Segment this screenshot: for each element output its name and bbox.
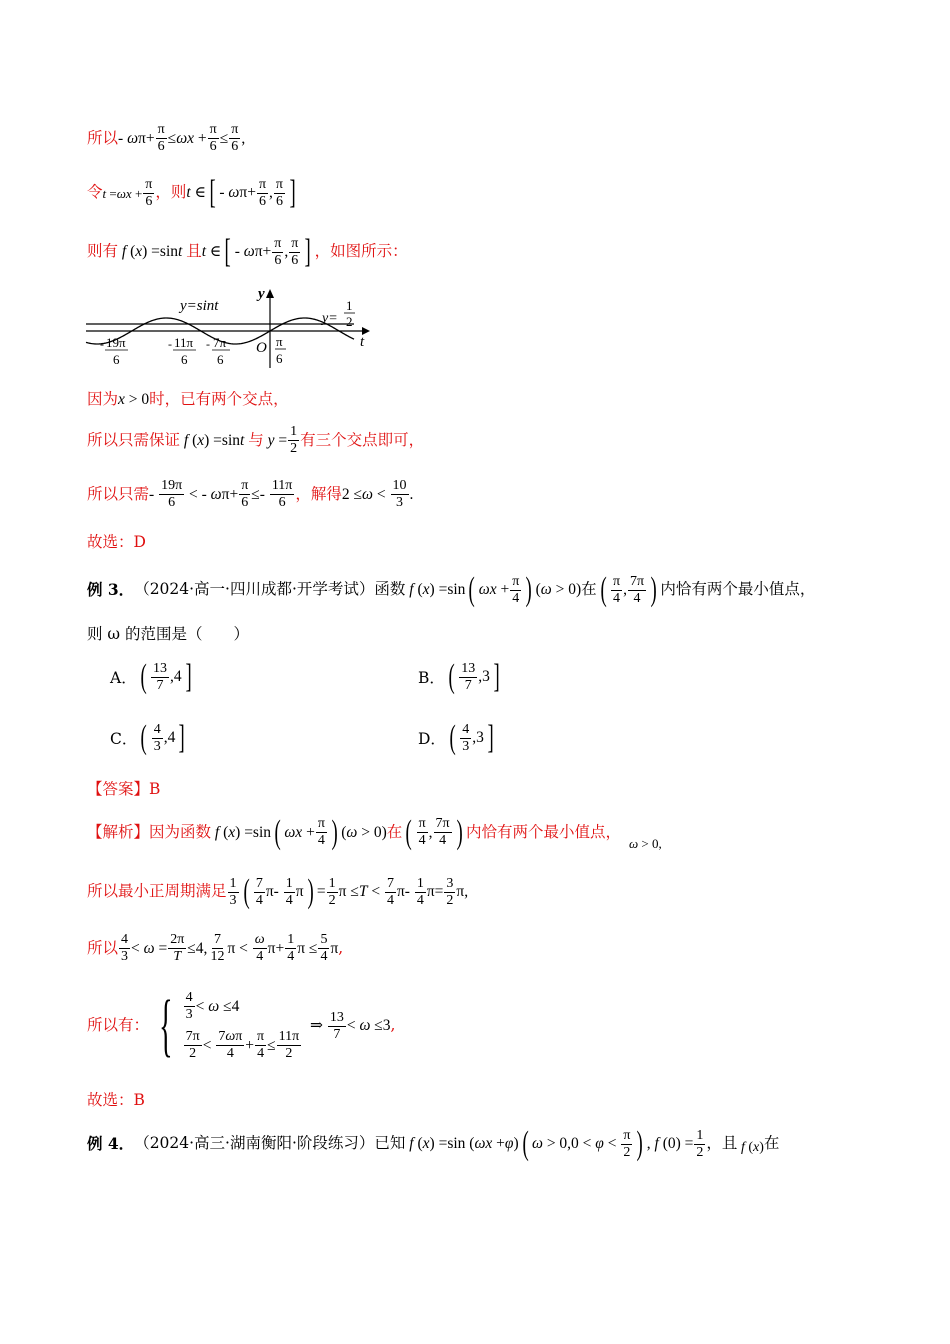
line1-prefix: 所以 [87,128,119,147]
answer-tag: 【答案】 [87,780,150,798]
option-c-right: ,4 [163,729,176,746]
option-b-close: ] [493,658,500,695]
omega-line: 所以 $\frac{4}{3}$ < ω = $\frac{2\pi}{T}$ ≤4, $\frac{7}{12}$ π < $\frac{\omega}{4}$ π+ $\frac{1}{4}$ π ≤ $\frac{5}{4}$ π , [87,932,344,964]
line3-suffix: ，如图所示： [314,242,408,261]
system-prefix: 所以有： [87,1016,150,1035]
tick-7pi-sign: - [206,337,210,351]
analysis-tag: 【解析】 [87,822,150,841]
ex3-suffix: 内恰有两个最小值点， [660,580,816,599]
option-a-label: A． [110,669,137,687]
tick-7pi-den: 6 [217,352,224,367]
hline-den: 2 [346,314,353,329]
line5-mid1: 与 [248,430,264,449]
option-a-num: 13 [153,660,168,676]
system-line: 所以有： { $\frac{4}{3}$ < ω ≤4 $\frac{7\pi}{2}$ < $\frac{7\omega\pi}{4}$ + $\frac{\pi}{4}$ ≤ $\frac{11\pi}{2}$ ⇒ $\frac{13}{7}$ < ω ≤3 , [87,987,396,1064]
option-d-den: 3 [462,738,470,754]
option-d-label: D． [418,730,446,748]
line2-mid: ，则 [155,183,187,202]
derivation-line-4 [87,392,289,408]
option-b-den: 7 [464,677,472,693]
f-sin-t: f ( x ) =sin t [183,431,245,449]
option-b-label: B． [418,669,445,687]
y-half: y = $\frac{1}{2}$ [267,424,298,456]
option-c-value: ( $\frac{4}{3}$ ,4 ] [140,719,186,756]
ex3-function: f ( x ) =sin ( ωx + $\frac{\pi}{4}$ ) ( ω > 0) [409,571,582,608]
analysis-text2: 在 [386,822,403,841]
option-d-num: 4 [462,721,470,737]
t-definition: t = ωx + $\frac{\pi}{6}$ [102,176,153,209]
tick-pi6-den: 6 [276,351,283,366]
t-interval-2: t ∈ [ - ω π+ $\frac{\pi}{6}$ , $\frac{\pi}{6}$ ] [201,233,312,270]
tick-19pi-num: 19π [106,335,126,350]
ex4-mid: ，且 [706,1134,738,1153]
ex4-fx: f ( x ) [740,1140,764,1155]
example-4-question [87,1127,779,1161]
option-a-right: ,4 [170,668,182,685]
option-d-right: ,3 [472,729,484,746]
tick-19pi-den: 6 [113,352,120,367]
t-interval: t ∈ [ - ω π+ $\frac{\pi}{6}$ , $\frac{\pi}{6}$ ] [186,174,296,211]
period-inequality: $\frac{1}{3}$ ( $\frac{7}{4}$ π- $\frac{1}{4}$ π ) = $\frac{1}{2}$ π ≤ T < $\frac{7}{4}$ π- $\frac{1}{4}$ π= $\frac{3}{2}$ π, [229,873,469,910]
option-c[interactable] [110,721,189,755]
ex3-mid: 在 [581,580,597,599]
omega-inequality: $\frac{4}{3}$ < ω = $\frac{2\pi}{T}$ ≤4, $\frac{7}{12}$ π < $\frac{\omega}{4}$ π+ $\frac{1}{4}$ π ≤ $\frac{5}{4}$ π [121,932,339,964]
derivation-line-5 [87,424,424,457]
condition-inequality: - $\frac{19\pi}{6}$ < - ω π+ $\frac{\pi}{6}$ ≤- $\frac{11\pi}{6}$ [149,478,293,510]
option-d-value: ( $\frac{4}{3}$ ,3 ] [449,719,494,756]
period-line [87,875,468,909]
analysis-text3: 内恰有两个最小值点， [465,822,621,841]
tick-11pi-sign: - [168,337,172,351]
sine-graph [84,284,384,378]
x-positive: x > 0 [118,391,150,408]
answer-line [87,782,160,798]
inequality-1: - ω π+ $\frac{\pi}{6}$ ≤ ωx + $\frac{\pi}{6}$ ≤ $\frac{\pi}{6}$ , [118,122,246,154]
tick-11pi [168,335,196,367]
omega-positive: ω > 0, [628,836,662,851]
curve-label: y=sint [180,298,219,314]
option-c-den: 3 [153,738,161,754]
option-b-value: ( $\frac{13}{7}$ ,3 ] [448,658,500,695]
option-a-den: 7 [156,677,164,693]
ex4-label: 例 4． [87,1134,135,1154]
line4-prefix: 因为 [87,390,119,408]
derivation-line-2 [87,176,299,210]
analysis-interval: ( $\frac{\pi}{4}$ , $\frac{7\pi}{4}$ ) [405,813,463,851]
example-3-question [87,573,815,607]
example-3-line2 [87,627,249,643]
line5-mid2: 有三个交点即可， [300,430,425,449]
origin-label: O [256,340,267,356]
tick-7pi-num: 7π [213,335,227,350]
ex3-label: 例 3． [87,580,135,600]
tick-pi6 [275,334,286,366]
option-a[interactable] [110,660,195,694]
ex4-function: f ( x ) =sin ( ωx + φ ) ( ω > 0,0 < φ < $\frac{\pi}{2}$ ) , f (0) = $\frac{1}{2}$ [409,1125,704,1162]
line6-prefix: 所以只需 [87,484,150,503]
choose-d-text: 故选：D [87,533,146,551]
sine-graph-svg [84,284,384,374]
ex4-suffix: 在 [763,1134,780,1153]
option-c-label: C． [110,730,138,748]
y-axis-label: y [258,286,265,302]
derivation-line-1 [87,122,245,155]
ex3-line2-text: 则 ω 的范围是（ ） [87,625,249,643]
option-b-num: 13 [461,660,476,676]
tick-7pi [206,335,230,367]
hline-label: y= [322,311,338,326]
line4-suffix: 时，已有两个交点， [149,390,289,408]
choose-b [87,1093,145,1109]
y-axis-arrow [266,289,274,298]
choose-b-text: 故选：B [87,1091,145,1109]
option-a-close: ] [185,658,192,695]
ex4-source: （2024·高三·湖南衡阳·阶段练习）已知 [134,1134,406,1153]
tick-19pi [100,335,128,367]
period-prefix: 所以最小正周期满足 [87,882,227,901]
hline-num: 1 [346,298,353,313]
choose-d [87,535,146,551]
option-d[interactable] [418,721,497,755]
option-a-value: ( $\frac{13}{7}$ ,4 ] [140,658,192,695]
answer-value: B [149,780,161,798]
derivation-line-3 [87,235,408,269]
ex3-source: （2024·高一·四川成都·开学考试）函数 [134,580,406,599]
analysis-function: f ( x ) =sin ( ωx + $\frac{\pi}{4}$ ) ( ω > 0) [214,813,387,851]
f-equals-sin-t: f ( x ) =sin t [121,243,183,261]
line3-mid: 且 [186,242,202,261]
omega-result: 2 ≤ ω < $\frac{10}{3}$ . [341,478,414,510]
tick-pi6-num: π [276,334,283,349]
line5-prefix: 所以只需保证 [87,430,181,449]
derivation-line-6 [87,478,413,511]
option-d-close: ] [487,719,494,756]
option-c-close: ] [178,719,186,756]
option-b-right: ,3 [478,668,490,685]
line2-prefix: 令 [87,183,103,202]
tick-11pi-den: 6 [181,352,188,367]
line3-prefix: 则有 [87,242,119,261]
tick-19pi-sign: - [100,337,104,351]
analysis-line [87,815,662,850]
tick-11pi-num: 11π [174,335,194,350]
analysis-text1: 因为函数 [149,822,212,841]
option-b[interactable] [418,660,503,694]
ex3-interval: ( $\frac{\pi}{4}$ , $\frac{7\pi}{4}$ ) [600,571,657,608]
omega-prefix: 所以 [87,938,119,957]
t-axis-label: t [360,334,365,350]
option-c-num: 4 [153,721,161,737]
line6-mid: ，解得 [295,484,342,503]
inequality-system: { $\frac{4}{3}$ < ω ≤4 $\frac{7\pi}{2}$ < $\frac{7\omega\pi}{4}$ + $\frac{\pi}{4}$ ≤ $\frac{11\pi}{2}$ ⇒ $\frac{13}{7}$ < ω ≤3 [159,987,391,1064]
